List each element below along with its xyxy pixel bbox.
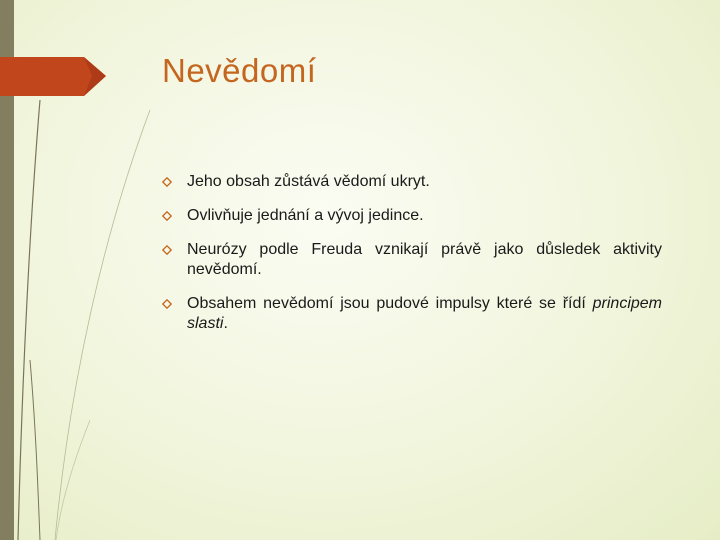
bullet-text: Jeho obsah zůstává vědomí ukryt.: [187, 173, 430, 190]
bullet-item: [162, 240, 662, 280]
bullet-item: [162, 206, 662, 226]
bullet-text-suffix: .: [223, 315, 228, 332]
bullet-list: [162, 172, 662, 348]
diamond-outline-icon: [162, 177, 172, 187]
bullet-item: [162, 294, 662, 334]
bullet-item: [162, 172, 662, 192]
bullet-text: Neurózy podle Freuda vznikají právě jako důsledek aktivity nevědomí.: [187, 241, 662, 278]
diamond-outline-icon: [162, 245, 172, 255]
bullet-text: Ovlivňuje jednání a vývoj jedince.: [187, 207, 424, 224]
diamond-outline-icon: [162, 299, 172, 309]
slide-title: Nevědomí: [162, 52, 317, 89]
bullet-text-emphasis: principem slasti: [187, 295, 662, 332]
diamond-outline-icon: [162, 211, 172, 221]
bullet-text-prefix: Obsahem nevědomí jsou pudové impulsy které se řídí: [187, 295, 593, 312]
